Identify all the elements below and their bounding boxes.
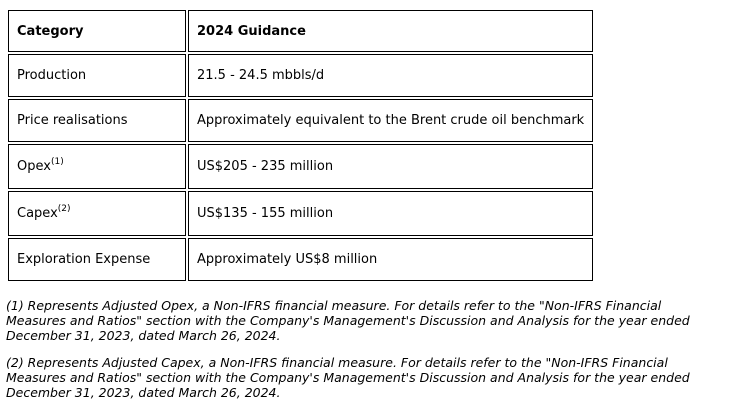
row-guidance: US$135 - 155 million	[188, 191, 593, 236]
row-category: Opex	[17, 159, 51, 174]
row-category-cell	[8, 144, 186, 189]
row-category: Price realisations	[8, 99, 186, 142]
row-category: Production	[8, 54, 186, 97]
footnote-marker: (2)	[57, 204, 71, 214]
header-guidance: 2024 Guidance	[188, 10, 593, 52]
header-category: Category	[8, 10, 186, 52]
row-category-cell	[8, 191, 186, 236]
footnote-2: (2) Represents Adjusted Capex, a Non-IFRS financial measure. For details refer to the "Non-IFRS Financial Measures and Ratios" section with the Company's Management's Discussion and Analysis for the year ended December 31, 2023, dated March 26, 2024.	[6, 355, 690, 400]
row-category: Exploration Expense	[8, 238, 186, 281]
table-row	[8, 191, 593, 236]
row-guidance: 21.5 - 24.5 mbbls/d	[188, 54, 593, 97]
table-row	[8, 238, 593, 281]
row-guidance: Approximately equivalent to the Brent crude oil benchmark	[188, 99, 593, 142]
table-header-row	[8, 10, 593, 52]
row-guidance: US$205 - 235 million	[188, 144, 593, 189]
guidance-table	[6, 8, 595, 283]
table-row	[8, 99, 593, 142]
table-row	[8, 144, 593, 189]
table-row	[8, 54, 593, 97]
row-guidance: Approximately US$8 million	[188, 238, 593, 281]
footnote-1: (1) Represents Adjusted Opex, a Non-IFRS financial measure. For details refer to the "Non-IFRS Financial Measures and Ratios" section with the Company's Management's Discussion and Analysis for the year ended December 31, 2023, dated March 26, 2024.	[6, 298, 690, 343]
footnote-marker: (1)	[50, 157, 64, 167]
footnotes	[6, 298, 740, 412]
row-category: Capex	[17, 206, 58, 221]
